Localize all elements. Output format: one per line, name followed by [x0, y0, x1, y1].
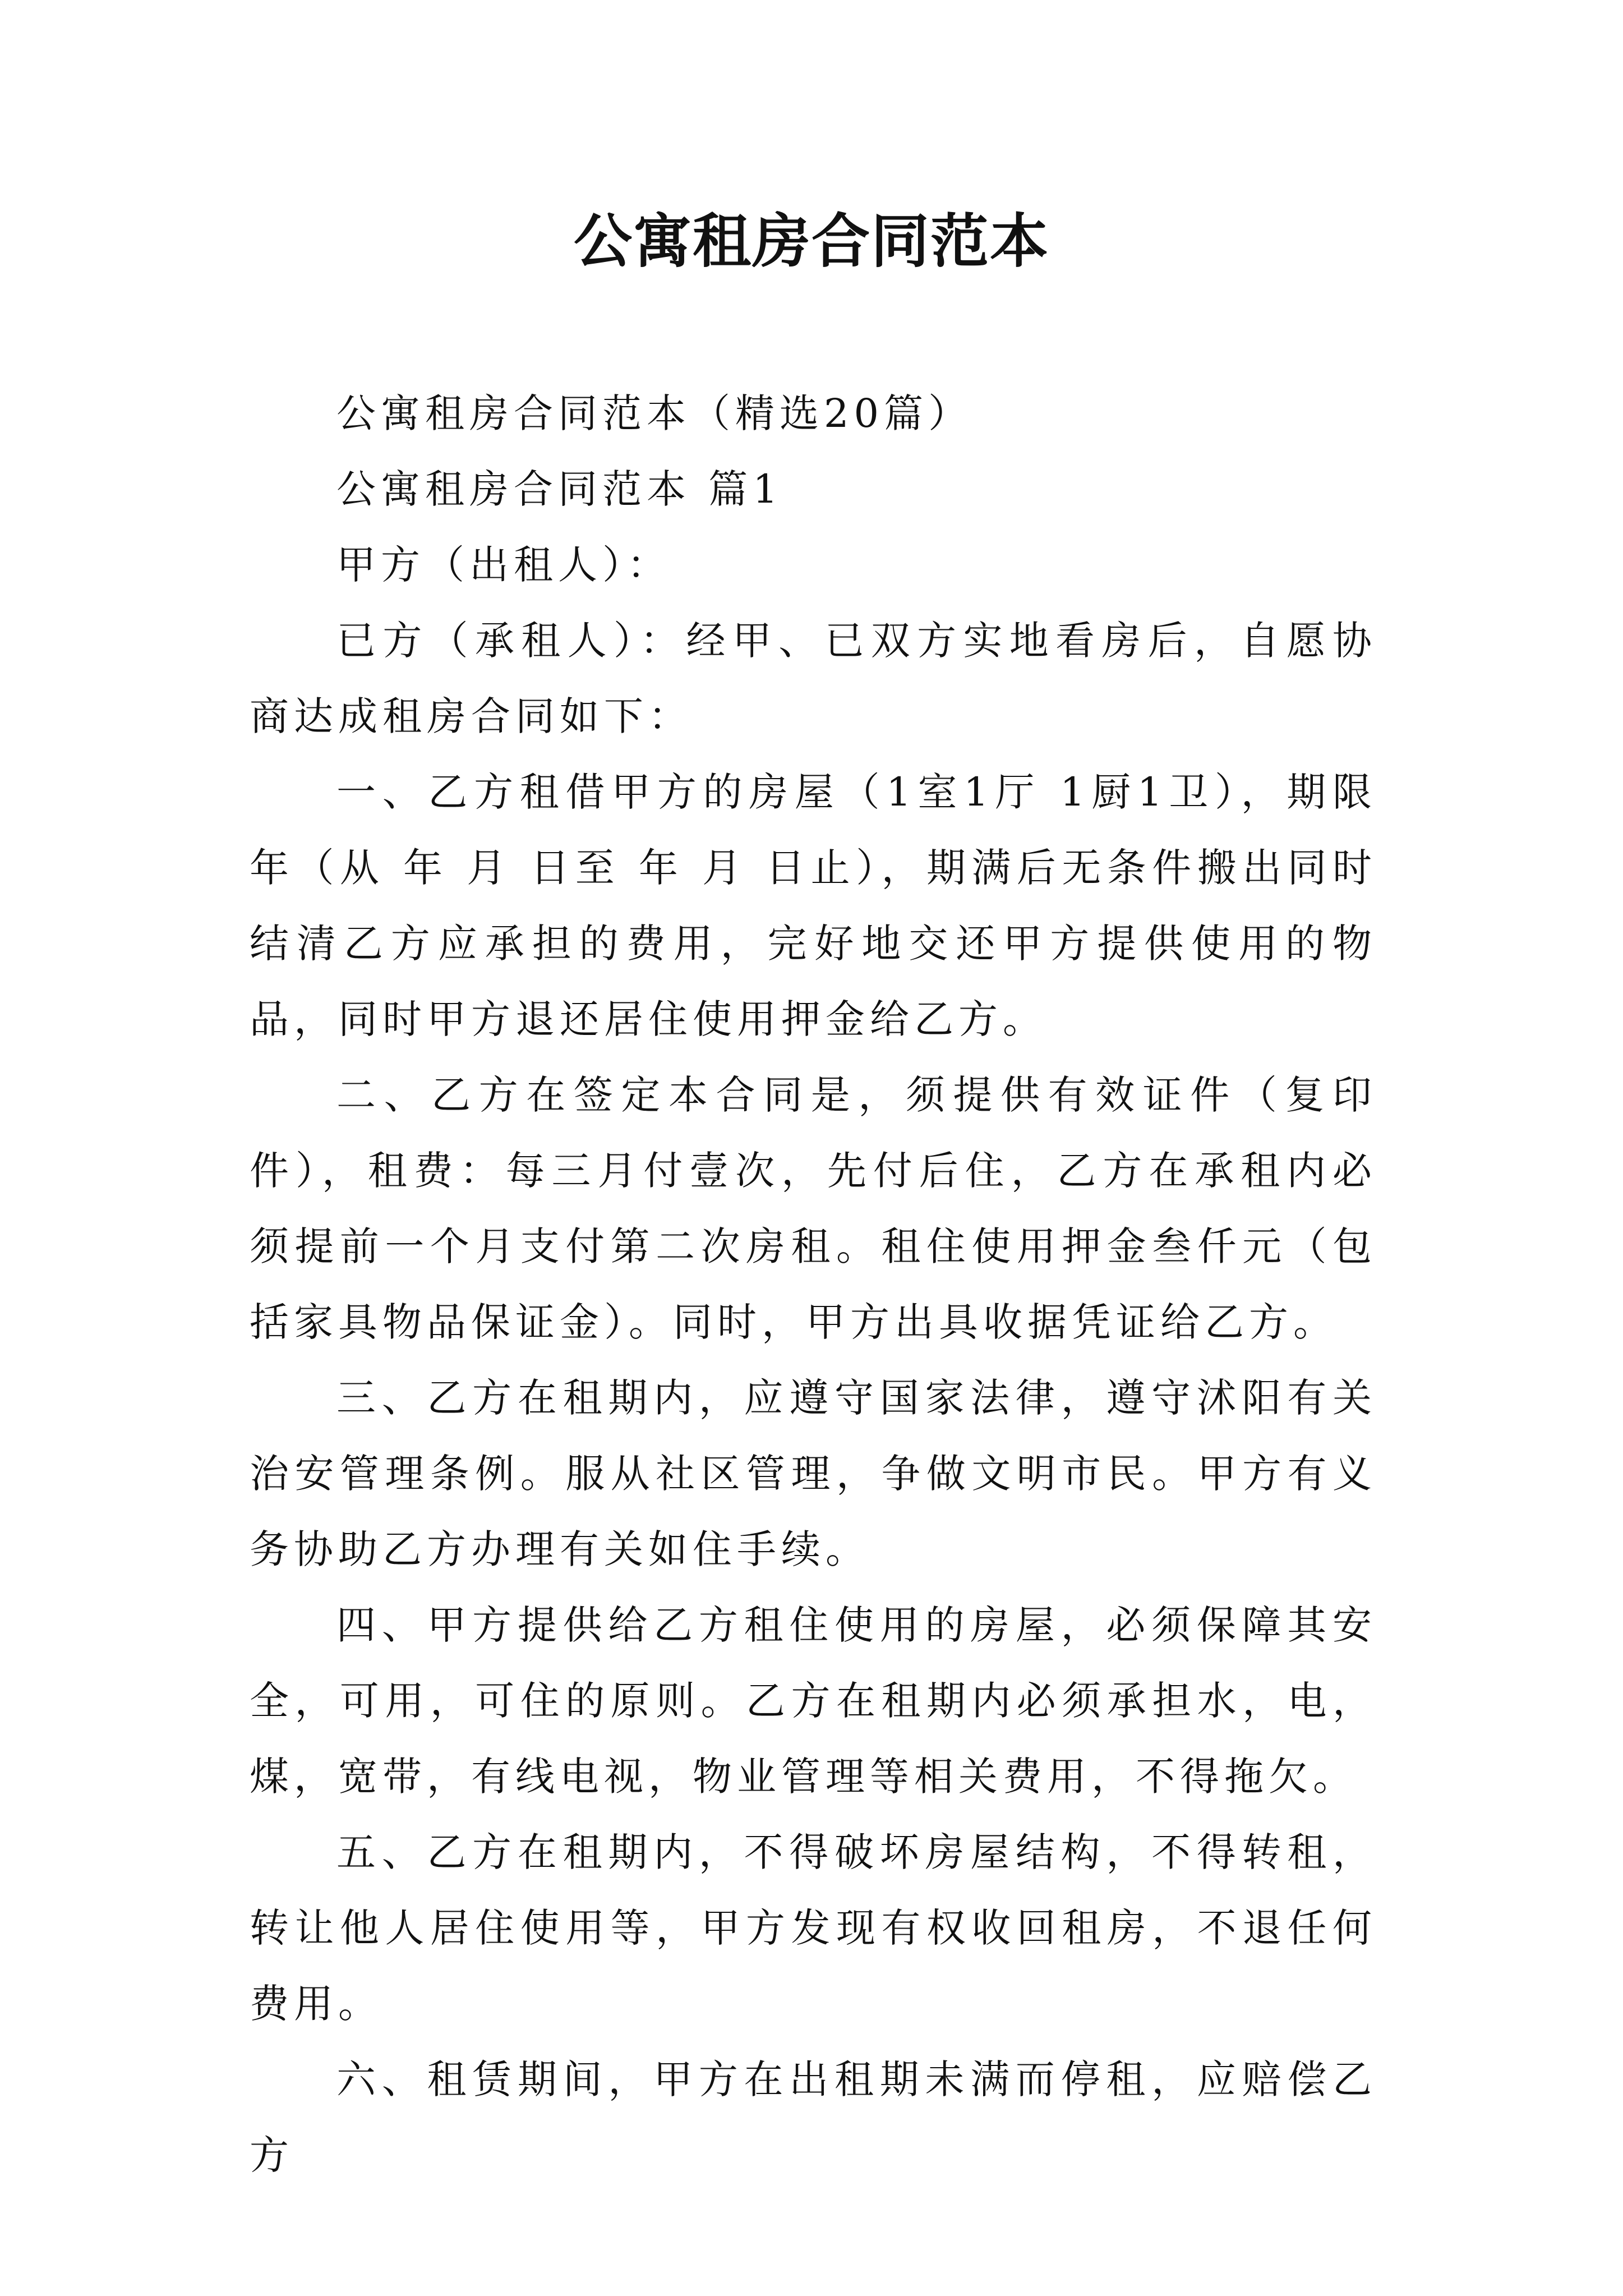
- paragraph-clause-5: 五、乙方在租期内，不得破坏房屋结构，不得转租，转让他人居住使用等，甲方发现有权收回租房，不退任何费用。: [250, 1829, 1377, 2027]
- paragraph-party-a: 甲方（出租人）：: [336, 542, 671, 588]
- paragraph-clause-4: 四、甲方提供给乙方租住使用的房屋，必须保障其安全，可用，可住的原则。乙方在租期内必须承担水，电，煤，宽带，有线电视，物业管理等相关费用，不得拖欠。: [250, 1602, 1377, 1800]
- paragraph-clause-6: 六、租赁期间，甲方在出租期未满而停租，应赔偿乙方: [250, 2056, 1377, 2178]
- paragraph-clause-2: 二、乙方在签定本合同是，须提供有效证件（复印件），租费：每三月付壹次，先付后住，乙方在承租内必须提前一个月支付第二次房租。租住使用押金叁仟元（包括家具物品保证金）。同时，甲方出具收据凭证给乙方。: [250, 1072, 1377, 1345]
- document-title: 公寓租房合同范本: [573, 206, 1049, 275]
- paragraph-subtitle: 公寓租房合同范本（精选20篇）: [336, 390, 973, 436]
- document-body: [250, 376, 1377, 2193]
- paragraph-party-b: 已方（承租人）：经甲、已双方实地看房后，自愿协商达成租房合同如下：: [250, 618, 1377, 739]
- paragraph-section-heading: 公寓租房合同范本 篇1: [336, 466, 783, 512]
- paragraph-clause-3: 三、乙方在租期内，应遵守国家法律，遵守沭阳有关治安管理条例。服从社区管理，争做文明市民。甲方有义务协助乙方办理有关如住手续。: [250, 1375, 1377, 1572]
- paragraph-clause-1: 一、乙方租借甲方的房屋（1室1厅 1厨1卫），期限 年（从 年 月 日至 年 月 日止），期满后无条件搬出同时结清乙方应承担的费用，完好地交还甲方提供使用的物品，同时甲方退还居住使用押金给乙方。: [250, 769, 1377, 1042]
